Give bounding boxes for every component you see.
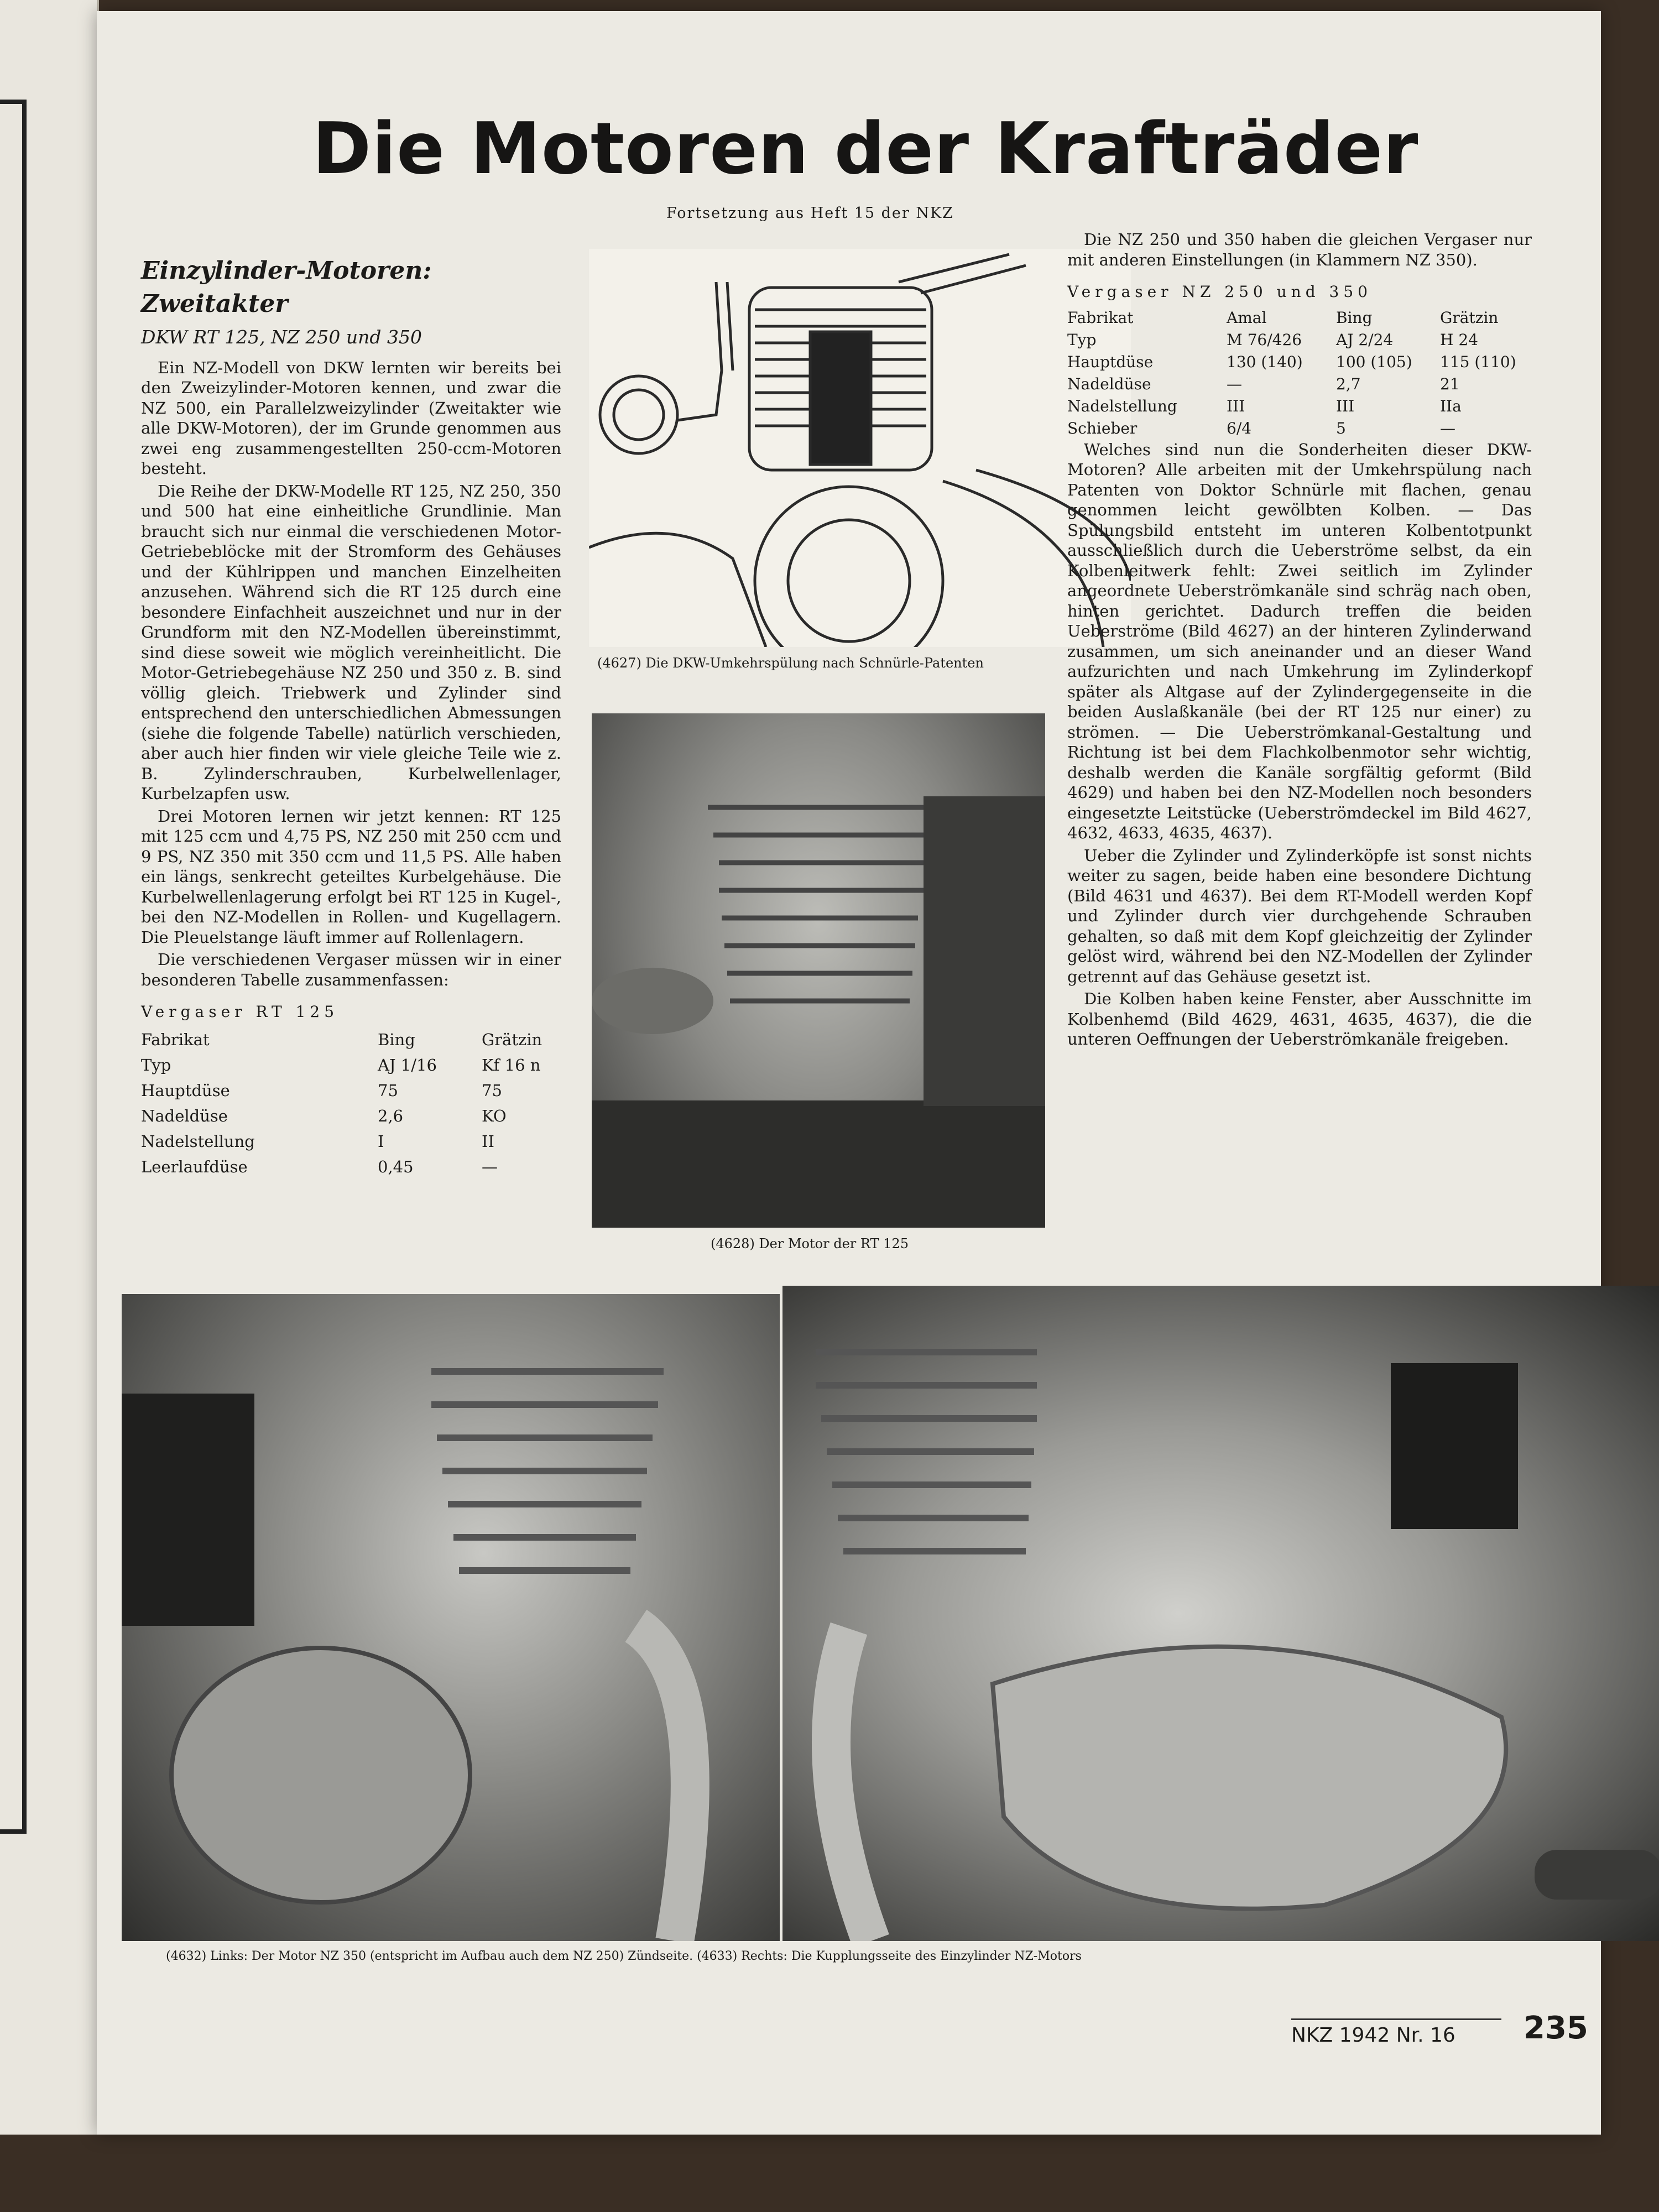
table-cell: 75 [378, 1081, 398, 1100]
table-row [1067, 351, 1521, 373]
engine-cutaway-drawing [589, 249, 1131, 647]
footer-rule [1291, 2018, 1501, 2020]
table-cell: III [1227, 397, 1245, 415]
previous-page-edge [0, 0, 99, 2135]
table-cell: Grätzin [482, 1030, 542, 1049]
table-row [141, 1052, 546, 1078]
table-cell: Kf 16 n [482, 1055, 541, 1074]
table-row [141, 1154, 546, 1180]
table-cell: Leerlaufdüse [141, 1157, 248, 1176]
table-cell: Fabrikat [141, 1030, 210, 1049]
article-subtitle: Fortsetzung aus Heft 15 der NKZ [666, 205, 954, 222]
table-row [1067, 329, 1521, 351]
table-cell: — [1227, 374, 1242, 393]
table-header-row [141, 1027, 546, 1052]
magazine-page [97, 11, 1601, 2135]
table-cell: AJ 1/16 [378, 1055, 437, 1074]
table-cell: 21 [1440, 374, 1460, 393]
carburetor-table-rt125 [141, 1027, 546, 1180]
table-cell: II [482, 1131, 494, 1151]
figure-4627-drawing [589, 249, 1131, 647]
table-cell: Schieber [1067, 419, 1138, 437]
table-cell: 100 (105) [1336, 352, 1412, 371]
table-cell: Hauptdüse [141, 1081, 230, 1100]
paragraph: Ein NZ-Modell von DKW lernten wir bereits bei den Zweizylinder-Motoren kennen, und zwar die NZ 500, ein Parallelzweizylinder (Zweitakter wie alle DKW-Motoren), der im Grunde genommen aus zwei eng zusammengestellten 250-ccm-Motoren besteht. [141, 358, 561, 478]
table-cell: Typ [1067, 330, 1097, 349]
paragraph: Die NZ 250 und 350 haben die gleichen Vergaser nur mit anderen Einstellungen (in Klammern NZ 350). [1067, 230, 1532, 269]
figure-4633-photo [782, 1286, 1659, 1941]
bottom-figures-caption: (4632) Links: Der Motor NZ 350 (entspricht im Aufbau auch dem NZ 250) Zündseite. (4633) Rechts: Die Kupplungsseite des Einzylinder NZ-Motors [166, 1949, 1082, 1963]
table-row [1067, 395, 1521, 418]
table-row [141, 1129, 546, 1154]
page-number: 235 [1524, 2010, 1588, 2046]
table-cell: Fabrikat [1067, 308, 1134, 327]
table-row [141, 1103, 546, 1129]
table-cell: AJ 2/24 [1336, 330, 1394, 349]
table-cell: KO [482, 1106, 507, 1125]
table-cell: 115 (110) [1440, 352, 1516, 371]
table-cell: 0,45 [378, 1157, 414, 1176]
table-cell: Hauptdüse [1067, 352, 1154, 371]
table-cell: M 76/426 [1227, 330, 1302, 349]
table-cell: Amal [1227, 308, 1267, 327]
table-cell: Nadelstellung [141, 1131, 255, 1151]
table-cell: I [378, 1131, 384, 1151]
table-cell: H 24 [1440, 330, 1478, 349]
nz-clutch-side-photo [782, 1286, 1659, 1941]
rt125-engine-photo [592, 713, 1045, 1228]
paragraph: Welches sind nun die Sonderheiten dieser DKW-Motoren? Alle arbeiten mit der Umkehrspülung nach Patenten von Doktor Schnürle mit flachen, genau genommen leicht gewölbten Kolben. — Das Spülungsbild entsteht im unteren Kolbentotpunkt ausschließlich durch die Ueberströme selbst, da ein Kolbenleitwerk fehlt: Zwei seitlich im Zylinder angeordnete Ueberströmkanäle sind schräg nach oben, hinten gerichtet. Dadurch treffen die beiden Ueberströme (Bild 4627) an der hinteren Zylinderwand zusammen, um sich aneinander und an dieser Wand aufzurichten und nach Umkehrung im Zylinderkopf später als Altgase auf der Zylindergegenseite in die beiden Auslaßkanäle (bei der RT 125 nur einer) zu strömen. — Die Ueberströmkanal-Gestaltung und Richtung ist bei dem Flachkolbenmotor sehr wichtig, deshalb werden die Kanäle sorgfältig geformt (Bild 4629) und haben bei den NZ-Modellen noch besonders eingesetzte Leitstücke (Ueberströmdeckel im Bild 4627, 4632, 4633, 4635, 4637). [1067, 440, 1532, 842]
table-cell: 6/4 [1227, 419, 1252, 437]
previous-page-border [0, 100, 27, 1834]
figure-4628-photo [592, 713, 1045, 1228]
section-heading: Einzylinder-Motoren: [141, 257, 432, 285]
paragraph: Drei Motoren lernen wir jetzt kennen: RT 125 mit 125 ccm und 4,75 PS, NZ 250 mit 250 ccm und 9 PS, NZ 350 mit 350 ccm und 11,5 PS. Alle haben ein längs, senkrecht geteiltes Kurbelgehäuse. Die Kurbelwellenlagerung erfolgt bei RT 125 in Kugel-, bei den NZ-Modellen in Rollen- und Kugellagern. Die Pleuelstange läuft immer auf Rollenlagern. [141, 806, 561, 947]
table-row [1067, 418, 1521, 440]
table-title: Vergaser NZ 250 und 350 [1067, 283, 1372, 301]
right-column [1067, 229, 1532, 1052]
article-title: Die Motoren der Krafträder [312, 108, 1419, 190]
table-row [1067, 373, 1521, 395]
table-cell: 2,7 [1336, 374, 1361, 393]
table-cell: — [1440, 419, 1455, 437]
table-cell: Typ [141, 1055, 171, 1074]
table-cell: IIa [1440, 397, 1462, 415]
table-cell: 5 [1336, 419, 1346, 437]
paragraph: Die Kolben haben keine Fenster, aber Ausschnitte im Kolbenhemd (Bild 4629, 4631, 4635, 4637), die die unteren Oeffnungen der Ueberströmkanäle freigeben. [1067, 989, 1532, 1048]
figure-4632-photo [122, 1294, 780, 1941]
models-heading: DKW RT 125, NZ 250 und 350 [141, 326, 422, 348]
paragraph: Die verschiedenen Vergaser müssen wir in einer besonderen Tabelle zusammenfassen: [141, 950, 561, 989]
table-cell: Bing [378, 1030, 415, 1049]
table-cell: 2,6 [378, 1106, 404, 1125]
table-cell: 130 (140) [1227, 352, 1303, 371]
figure-4627-caption: (4627) Die DKW-Umkehrspülung nach Schnürle-Patenten [597, 655, 984, 671]
table-header-row [1067, 307, 1521, 329]
section-subheading: Zweitakter [141, 290, 288, 318]
left-column [141, 254, 561, 1180]
carburetor-table-nz [1067, 307, 1521, 440]
table-cell: Nadelstellung [1067, 397, 1177, 415]
table-cell: 75 [482, 1081, 502, 1100]
nz350-ignition-side-photo [122, 1294, 780, 1941]
figure-4628-caption: (4628) Der Motor der RT 125 [711, 1236, 909, 1251]
table-cell: — [482, 1157, 498, 1176]
table-cell: III [1336, 397, 1355, 415]
table-title: Vergaser RT 125 [141, 1003, 339, 1021]
table-cell: Grätzin [1440, 308, 1499, 327]
table-cell: Bing [1336, 308, 1373, 327]
issue-info: NKZ 1942 Nr. 16 [1291, 2024, 1455, 2047]
table-cell: Nadeldüse [141, 1106, 228, 1125]
paragraph: Die Reihe der DKW-Modelle RT 125, NZ 250, 350 und 500 hat eine einheitliche Grundlinie. Man braucht sich nur einmal die verschiedenen Motor-Getriebeblöcke mit der Stromform des Gehäuses und der Kühlrippen und manchen Einzelheiten anzusehen. Während sich die RT 125 durch eine besondere Einfachheit auszeichnet und nur in der Grundform mit den NZ-Modellen übereinstimmt, sind diese soweit wie möglich vereinheitlicht. Die Motor-Getriebegehäuse NZ 250 und 350 z. B. sind völlig gleich. Triebwerk und Zylinder sind entsprechend den unterschiedlichen Abmessungen (siehe die folgende Tabelle) natürlich verschieden, aber auch hier finden wir viele gleiche Teile wie z. B. Zylinderschrauben, Kurbelwellenlager, Kurbelzapfen usw. [141, 481, 561, 803]
table-cell: Nadeldüse [1067, 374, 1151, 393]
table-row [141, 1078, 546, 1103]
paragraph: Ueber die Zylinder und Zylinderköpfe ist sonst nichts weiter zu sagen, beide haben eine besondere Dichtung (Bild 4631 und 4637). Bei dem RT-Modell werden Kopf und Zylinder durch vier durchgehende Schrauben gehalten, so daß mit dem Kopf gleichzeitig der Zylinder gelöst wird, während bei den NZ-Modellen der Zylinder getrennt auf das Gehäuse gesetzt ist. [1067, 846, 1532, 986]
